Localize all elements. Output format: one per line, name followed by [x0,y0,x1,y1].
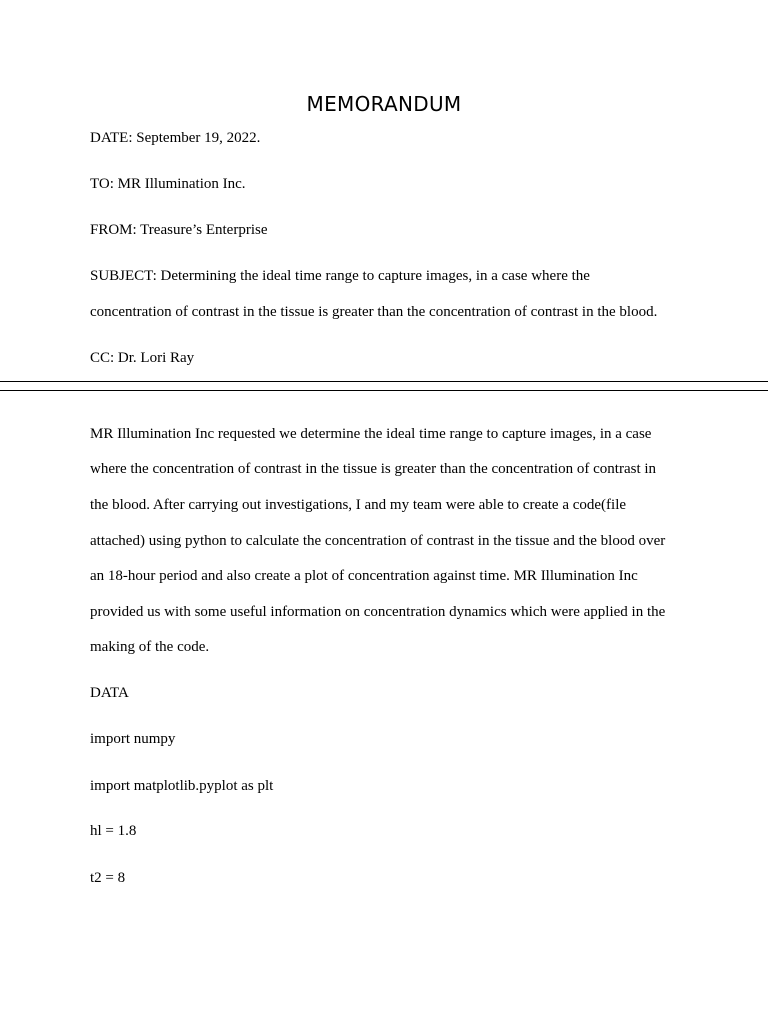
memo-to: TO: MR Illumination Inc. [90,176,246,192]
memo-from: FROM: Treasure’s Enterprise [90,222,268,238]
memo-cc: CC: Dr. Lori Ray [90,350,195,366]
body-line-2: where the concentration of contrast in the tissue is greater than the concentration of contrast in [90,461,657,477]
body-line-1: MR Illumination Inc requested we determine the ideal time range to capture images, in a case [90,426,652,442]
body-line-5: an 18-hour period and also create a plot of concentration against time. MR Illumination Inc [90,568,638,584]
code-line-3: hl = 1.8 [90,823,137,839]
body-line-6: provided us with some useful information on concentration dynamics which were applied in the [90,604,666,620]
body-line-7: making of the code. [90,639,210,655]
header-divider-bottom [0,390,768,391]
memo-subject-line-1: SUBJECT: Determining the ideal time range to capture images, in a case where the [90,268,590,284]
code-line-1: import numpy [90,731,176,747]
memo-title: MEMORANDUM [306,92,462,116]
memo-date: DATE: September 19, 2022. [90,130,261,146]
code-line-4: t2 = 8 [90,870,126,886]
data-heading: DATA [90,685,129,701]
header-divider-top [0,381,768,382]
memo-subject-line-2: concentration of contrast in the tissue is greater than the concentration of contrast in the blood. [90,304,658,320]
body-line-4: attached) using python to calculate the concentration of contrast in the tissue and the blood over [90,533,666,549]
code-line-2: import matplotlib.pyplot as plt [90,778,274,794]
body-line-3: the blood. After carrying out investigations, I and my team were able to create a code(file [90,497,627,513]
